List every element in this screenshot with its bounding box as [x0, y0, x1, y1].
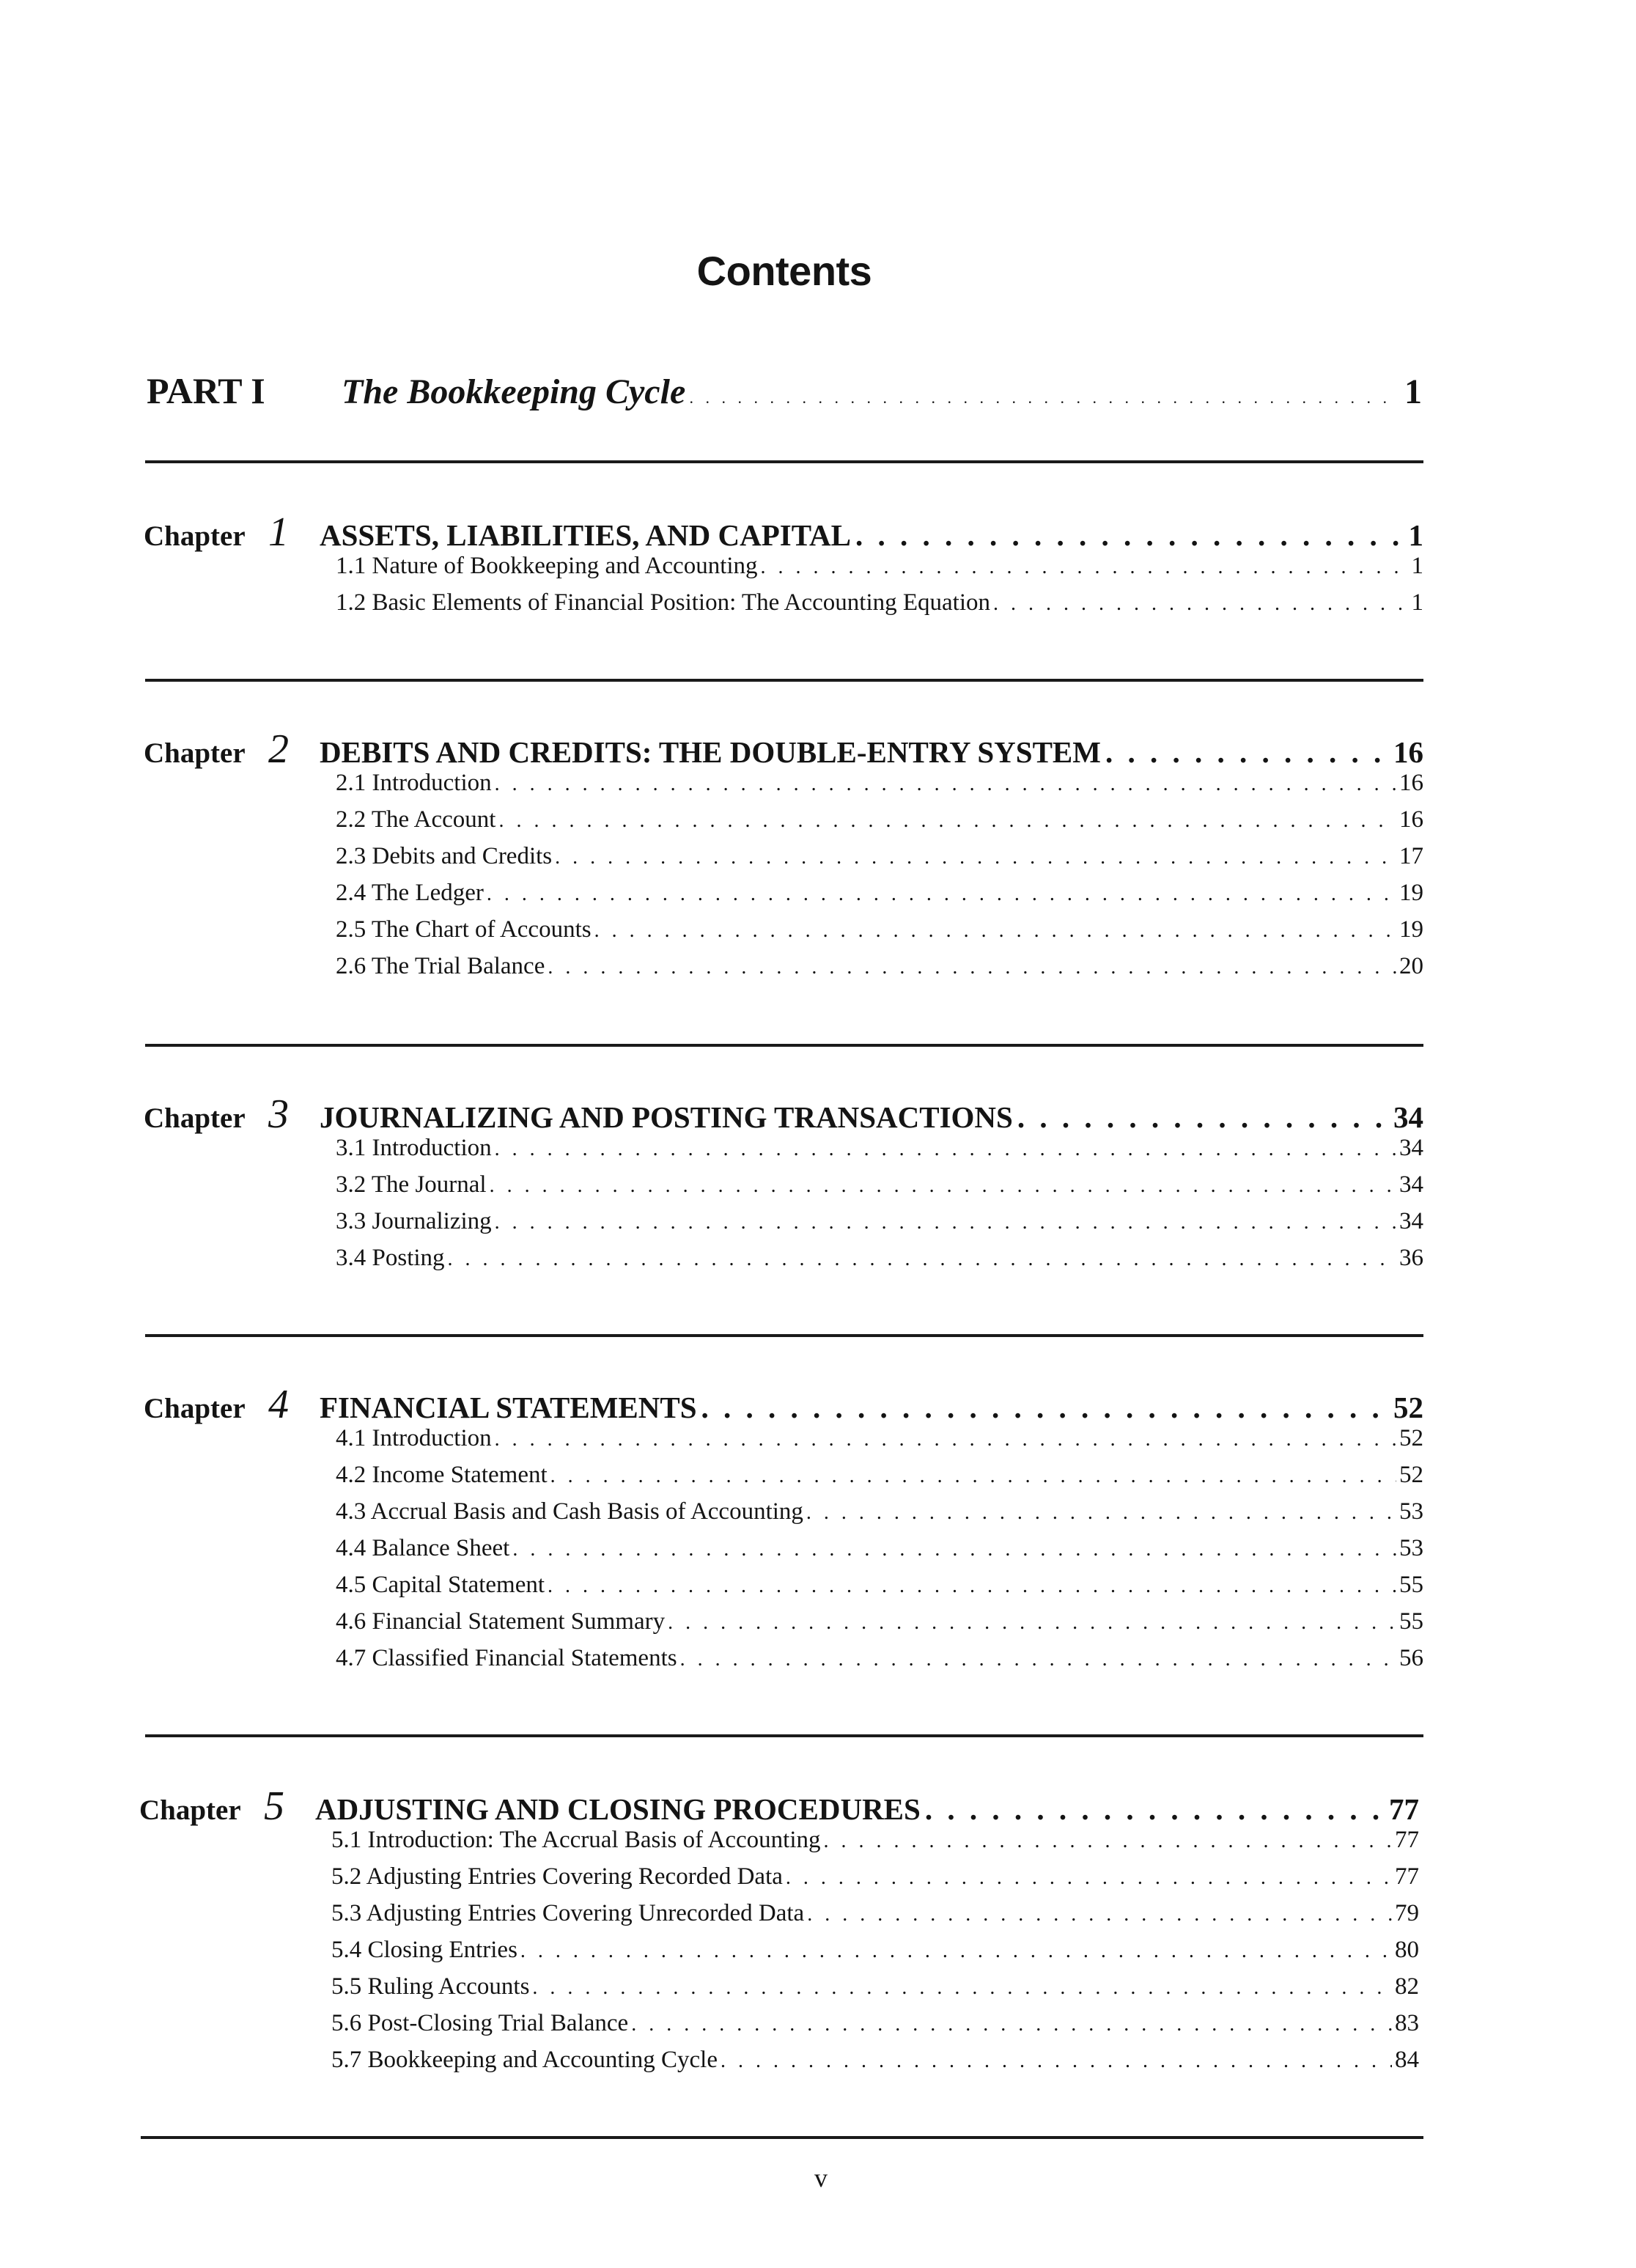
part-title: The Bookkeeping Cycle [342, 372, 686, 411]
section-title: 5.4 Closing Entries [331, 1937, 517, 1963]
dot-leader [824, 1830, 1392, 1853]
section-title: 5.7 Bookkeeping and Accounting Cycle [331, 2047, 718, 2073]
dot-leader [548, 1575, 1396, 1598]
chapter-5 [139, 1783, 1419, 2083]
chapter-title: FINANCIAL STATEMENTS [320, 1391, 697, 1424]
chapter-3 [144, 1091, 1423, 1281]
dot-leader [490, 1174, 1396, 1198]
section-entry[interactable] [336, 1462, 1423, 1498]
section-title: 3.3 Journalizing [336, 1208, 492, 1234]
section-title: 5.6 Post-Closing Trial Balance [331, 2010, 629, 2036]
dot-leader [495, 1138, 1396, 1161]
section-entry[interactable] [336, 1498, 1423, 1535]
section-title: 4.1 Introduction [336, 1425, 492, 1451]
chapter-heading[interactable] [144, 726, 1423, 772]
dot-leader [761, 556, 1409, 579]
section-list [336, 553, 1423, 626]
dot-leader [993, 592, 1408, 616]
section-page-number: 53 [1399, 1535, 1423, 1561]
dot-leader [532, 1976, 1392, 2000]
section-entry[interactable] [336, 1645, 1423, 1682]
section-title: 4.7 Classified Financial Statements [336, 1645, 677, 1671]
section-page-number: 52 [1399, 1462, 1423, 1488]
chapter-page-number: 16 [1393, 735, 1423, 769]
section-title: 2.2 The Account [336, 806, 496, 833]
section-page-number: 34 [1399, 1208, 1423, 1234]
chapter-title: ADJUSTING AND CLOSING PROCEDURES [315, 1792, 921, 1826]
section-title: 4.4 Balance Sheet [336, 1535, 510, 1561]
divider-rule [141, 2136, 1423, 2139]
chapter-heading[interactable] [144, 509, 1423, 555]
dot-leader [631, 2013, 1392, 2036]
section-title: 2.4 The Ledger [336, 880, 484, 906]
chapter-heading[interactable] [139, 1783, 1419, 1829]
divider-rule [145, 1334, 1423, 1337]
chapter-2 [144, 726, 1423, 990]
section-title: 2.5 The Chart of Accounts [336, 916, 592, 943]
section-title: 4.2 Income Statement [336, 1462, 548, 1488]
section-entry[interactable] [336, 1608, 1423, 1645]
section-entry[interactable] [331, 2047, 1419, 2083]
section-list [336, 1135, 1423, 1281]
section-entry[interactable] [331, 1973, 1419, 2010]
dot-leader [555, 846, 1396, 869]
section-page-number: 1 [1411, 589, 1423, 616]
section-page-number: 79 [1395, 1900, 1419, 1926]
section-page-number: 82 [1395, 1973, 1419, 2000]
folio-page-number: v [814, 2163, 828, 2192]
dot-leader [806, 1501, 1396, 1525]
dot-leader [680, 1648, 1396, 1671]
chapter-number: 5 [264, 1783, 284, 1829]
chapter-number: 3 [268, 1091, 289, 1137]
dot-leader [495, 1211, 1396, 1234]
section-title: 2.3 Debits and Credits [336, 843, 553, 869]
section-title: 4.3 Accrual Basis and Cash Basis of Accounting [336, 1498, 803, 1525]
section-entry[interactable] [336, 1572, 1423, 1608]
chapter-label: Chapter [144, 520, 246, 552]
chapter-page-number: 1 [1408, 518, 1423, 552]
chapter-1 [144, 509, 1423, 626]
chapter-label: Chapter [144, 1102, 246, 1134]
dot-leader [668, 1611, 1396, 1635]
section-entry[interactable] [331, 1863, 1419, 1900]
section-title: 2.6 The Trial Balance [336, 953, 545, 979]
dot-leader [520, 1940, 1392, 1963]
section-title: 1.2 Basic Elements of Financial Position: The Accounting Equation [336, 589, 991, 616]
dot-leader [855, 518, 1404, 553]
section-entry[interactable] [336, 1171, 1423, 1208]
dot-leader [721, 2050, 1392, 2073]
dot-leader [548, 956, 1396, 979]
chapter-number: 4 [268, 1382, 289, 1427]
section-title: 5.2 Adjusting Entries Covering Recorded Data [331, 1863, 783, 1890]
section-title: 4.5 Capital Statement [336, 1572, 545, 1598]
section-page-number: 34 [1399, 1135, 1423, 1161]
section-page-number: 16 [1399, 806, 1423, 833]
divider-rule [145, 1044, 1423, 1047]
section-page-number: 84 [1395, 2047, 1419, 2073]
dot-leader [786, 1866, 1392, 1890]
dot-leader [550, 1465, 1396, 1488]
chapter-heading[interactable] [144, 1091, 1423, 1137]
section-page-number: 80 [1395, 1937, 1419, 1963]
section-page-number: 55 [1399, 1572, 1423, 1598]
dot-leader [1017, 1100, 1389, 1135]
section-entry[interactable] [336, 1535, 1423, 1572]
part-page-number: 1 [1404, 372, 1422, 411]
section-entry[interactable] [336, 1425, 1423, 1462]
section-page-number: 19 [1399, 916, 1423, 943]
section-entry[interactable] [331, 2010, 1419, 2047]
section-page-number: 36 [1399, 1245, 1423, 1271]
section-entry[interactable] [331, 1827, 1419, 1863]
dot-leader [487, 883, 1396, 906]
chapter-title: DEBITS AND CREDITS: THE DOUBLE-ENTRY SYSTEM [320, 735, 1101, 769]
dot-leader [448, 1248, 1396, 1271]
chapter-page-number: 34 [1393, 1100, 1423, 1134]
section-entry[interactable] [336, 1135, 1423, 1171]
chapter-page-number: 52 [1393, 1391, 1423, 1424]
section-entry[interactable] [331, 1937, 1419, 1973]
dot-leader [807, 1903, 1392, 1926]
dot-leader [925, 1792, 1385, 1827]
chapter-4 [144, 1381, 1423, 1682]
divider-rule [145, 1734, 1423, 1737]
section-entry[interactable] [336, 1208, 1423, 1245]
dot-leader [701, 1390, 1389, 1425]
section-entry[interactable] [336, 916, 1423, 953]
page-title: Contents [696, 248, 872, 294]
section-entry[interactable] [331, 1900, 1419, 1937]
section-page-number: 55 [1399, 1608, 1423, 1635]
section-entry[interactable] [336, 770, 1423, 806]
section-title: 5.5 Ruling Accounts [331, 1973, 530, 2000]
section-page-number: 34 [1399, 1171, 1423, 1198]
section-entry[interactable] [336, 953, 1423, 990]
section-page-number: 52 [1399, 1425, 1423, 1451]
section-title: 5.1 Introduction: The Accrual Basis of Accounting [331, 1827, 821, 1853]
section-entry[interactable] [336, 880, 1423, 916]
dot-leader [495, 773, 1396, 796]
section-page-number: 1 [1411, 553, 1423, 579]
section-list [336, 1425, 1423, 1682]
section-title: 3.1 Introduction [336, 1135, 492, 1161]
section-page-number: 77 [1395, 1863, 1419, 1890]
section-list [336, 770, 1423, 990]
dot-leader [498, 809, 1396, 833]
section-entry[interactable] [336, 589, 1423, 626]
section-title: 2.1 Introduction [336, 770, 492, 796]
part-label: PART I [147, 370, 265, 411]
chapter-number: 1 [268, 509, 289, 555]
section-entry[interactable] [336, 843, 1423, 880]
section-page-number: 16 [1399, 770, 1423, 796]
dot-leader [1105, 734, 1389, 770]
section-page-number: 19 [1399, 880, 1423, 906]
chapter-label: Chapter [144, 1393, 246, 1424]
section-entry[interactable] [336, 1245, 1423, 1281]
chapter-label: Chapter [144, 737, 246, 769]
divider-rule [145, 679, 1423, 682]
section-title: 3.2 The Journal [336, 1171, 487, 1198]
section-title: 1.1 Nature of Bookkeeping and Accounting [336, 553, 758, 579]
chapter-label: Chapter [139, 1794, 241, 1826]
section-page-number: 17 [1399, 843, 1423, 869]
chapter-heading[interactable] [144, 1381, 1423, 1427]
divider-rule [145, 460, 1423, 463]
chapter-title: ASSETS, LIABILITIES, AND CAPITAL [320, 518, 851, 552]
section-page-number: 56 [1399, 1645, 1423, 1671]
chapter-page-number: 77 [1389, 1792, 1419, 1826]
section-title: 3.4 Posting [336, 1245, 445, 1271]
section-list [331, 1827, 1419, 2083]
dot-leader [594, 919, 1396, 943]
section-entry[interactable] [336, 806, 1423, 843]
chapter-title: JOURNALIZING AND POSTING TRANSACTIONS [320, 1100, 1013, 1134]
section-page-number: 53 [1399, 1498, 1423, 1525]
section-title: 4.6 Financial Statement Summary [336, 1608, 666, 1635]
part-entry[interactable] [147, 369, 1422, 428]
dot-leader [495, 1428, 1396, 1451]
section-title: 5.3 Adjusting Entries Covering Unrecorded Data [331, 1900, 805, 1926]
section-page-number: 83 [1395, 2010, 1419, 2036]
section-page-number: 20 [1399, 953, 1423, 979]
dot-leader [690, 394, 1400, 407]
dot-leader [512, 1538, 1396, 1561]
section-entry[interactable] [336, 553, 1423, 589]
chapter-number: 2 [268, 726, 289, 772]
section-page-number: 77 [1395, 1827, 1419, 1853]
